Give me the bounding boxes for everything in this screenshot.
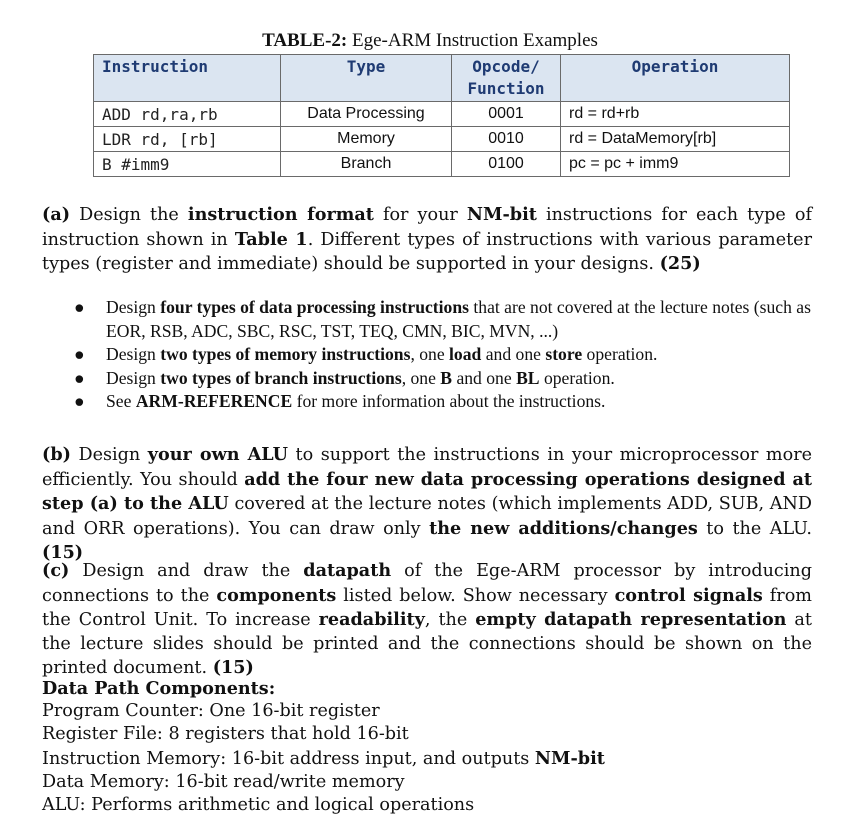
text-span: Design the xyxy=(70,205,188,225)
text-span: for your xyxy=(373,205,467,225)
bold-span: two types of branch instructions xyxy=(160,367,402,388)
components-section xyxy=(42,677,605,817)
cell-instruction: B #imm9 xyxy=(94,152,281,177)
cell-operation: rd = rd+rb xyxy=(561,102,790,127)
text-span: and one xyxy=(481,344,546,364)
text-span: , the xyxy=(424,610,476,630)
text-span: at the lecture slides should be printed and the connections should be shown on the printed document. xyxy=(42,610,812,678)
table-row xyxy=(94,152,790,177)
text-span: covered at the lecture notes (which implements ADD, SUB, AND and ORR operations). You can draw only xyxy=(42,494,812,539)
list-item xyxy=(60,296,820,343)
bullet-icon: ● xyxy=(74,391,85,411)
bold-span: B xyxy=(440,367,453,388)
component-line: Program Counter: One 16-bit register xyxy=(42,701,380,722)
header-opcode: Opcode/ xyxy=(452,55,561,80)
text-span: and one xyxy=(452,367,517,388)
component-line xyxy=(42,747,605,771)
bold-span: your own ALU xyxy=(147,444,288,465)
bullet-icon: ● xyxy=(74,344,85,364)
text-span: , one xyxy=(410,344,450,364)
part-a-label: (a) xyxy=(42,204,71,225)
bold-span: control signals xyxy=(614,584,763,606)
table-caption-text: Ege-ARM Instruction Examples xyxy=(347,30,598,51)
cell-operation: pc = pc + imm9 xyxy=(561,152,790,177)
bold-span: four types of data processing instructions xyxy=(160,297,469,317)
text-span: for more information about the instructions. xyxy=(292,391,606,411)
table-header-row xyxy=(94,55,790,80)
text-span: . Different types of instructions with various parameter types (register and immediate) should be supported in your designs. xyxy=(42,229,812,274)
bold-span: the new additions/changes xyxy=(429,517,698,539)
text-span: Design xyxy=(106,297,161,317)
text-span: of the Ege-ARM processor by introducing connections to the xyxy=(42,561,812,606)
table-row xyxy=(94,102,790,127)
text-span: Design xyxy=(70,445,148,465)
text-span: operation. xyxy=(582,344,658,364)
part-b-label: (b) xyxy=(42,444,71,465)
points-label: (15) xyxy=(212,657,254,678)
text-span: , one xyxy=(401,367,441,388)
bold-span: empty datapath representation xyxy=(475,609,787,630)
bold-span: BL xyxy=(516,367,540,388)
text-span: Design xyxy=(106,344,161,364)
text-span: that are not covered at the lecture notes (such as EOR, RSB, ADC, SBC, RSC, TST, TEQ, CMN, BIC, MVN, ...) xyxy=(106,297,811,341)
text-span: listed below. Show necessary xyxy=(336,585,615,606)
table-row xyxy=(94,127,790,152)
header-function: Function xyxy=(452,79,561,102)
bold-span: NM-bit xyxy=(466,204,537,225)
bold-span: add the four new data processing operations designed at step (a) to the ALU xyxy=(42,468,812,514)
component-line: Register File: 8 registers that hold 16-bit xyxy=(42,724,409,745)
bold-span: Table 1 xyxy=(234,228,308,250)
bold-span: components xyxy=(216,584,337,606)
points-label: (15) xyxy=(42,542,84,563)
bullet-icon: ● xyxy=(74,367,85,388)
header-operation: Operation xyxy=(561,55,790,102)
bold-span: NM-bit xyxy=(534,747,605,769)
table-caption xyxy=(0,30,860,52)
bold-span: store xyxy=(545,344,583,364)
cell-opcode: 0010 xyxy=(452,127,561,152)
list-item xyxy=(60,367,820,391)
text-span: to support the instructions in your microprocessor more efficiently. You should xyxy=(42,445,813,490)
bold-span: ARM-REFERENCE xyxy=(135,391,293,411)
bold-span: datapath xyxy=(303,560,392,581)
cell-type: Branch xyxy=(281,152,452,177)
text-span: Design xyxy=(106,367,161,388)
cell-operation: rd = DataMemory[rb] xyxy=(561,127,790,152)
cell-instruction: ADD rd,ra,rb xyxy=(94,102,281,127)
bold-span: load xyxy=(449,344,482,364)
list-item xyxy=(60,390,820,414)
part-b-paragraph xyxy=(42,443,812,566)
bold-span: instruction format xyxy=(187,204,374,225)
text-span: instructions for each type of instruction shown in xyxy=(42,205,812,250)
cell-opcode: 0100 xyxy=(452,152,561,177)
part-c-paragraph xyxy=(42,559,812,681)
header-instruction: Instruction xyxy=(94,55,281,102)
text-span: to the ALU. xyxy=(697,518,812,539)
part-c-label: (c) xyxy=(42,560,70,581)
text-span: Design and draw the xyxy=(69,561,304,581)
text-span: Instruction Memory: 16-bit address input, and outputs xyxy=(42,748,535,769)
text-span: operation. xyxy=(539,367,615,388)
cell-opcode: 0001 xyxy=(452,102,561,127)
component-line: ALU: Performs arithmetic and logical operations xyxy=(42,795,475,816)
instruction-table xyxy=(93,54,790,177)
table-caption-label: TABLE-2: xyxy=(262,30,348,51)
bold-span: two types of memory instructions xyxy=(160,344,411,364)
cell-instruction: LDR rd, [rb] xyxy=(94,127,281,152)
text-span: See xyxy=(106,391,136,411)
points-label: (25) xyxy=(659,253,701,274)
part-a-paragraph xyxy=(42,203,812,277)
cell-type: Data Processing xyxy=(281,102,452,127)
components-title: Data Path Components: xyxy=(42,678,276,699)
header-type: Type xyxy=(281,55,452,102)
requirements-list xyxy=(60,296,820,414)
bullet-icon: ● xyxy=(74,297,85,317)
list-item xyxy=(60,343,820,367)
text-span: from the Control Unit. To increase xyxy=(42,585,812,630)
bold-span: readability xyxy=(318,609,425,630)
component-line: Data Memory: 16-bit read/write memory xyxy=(42,771,405,792)
cell-type: Memory xyxy=(281,127,452,152)
